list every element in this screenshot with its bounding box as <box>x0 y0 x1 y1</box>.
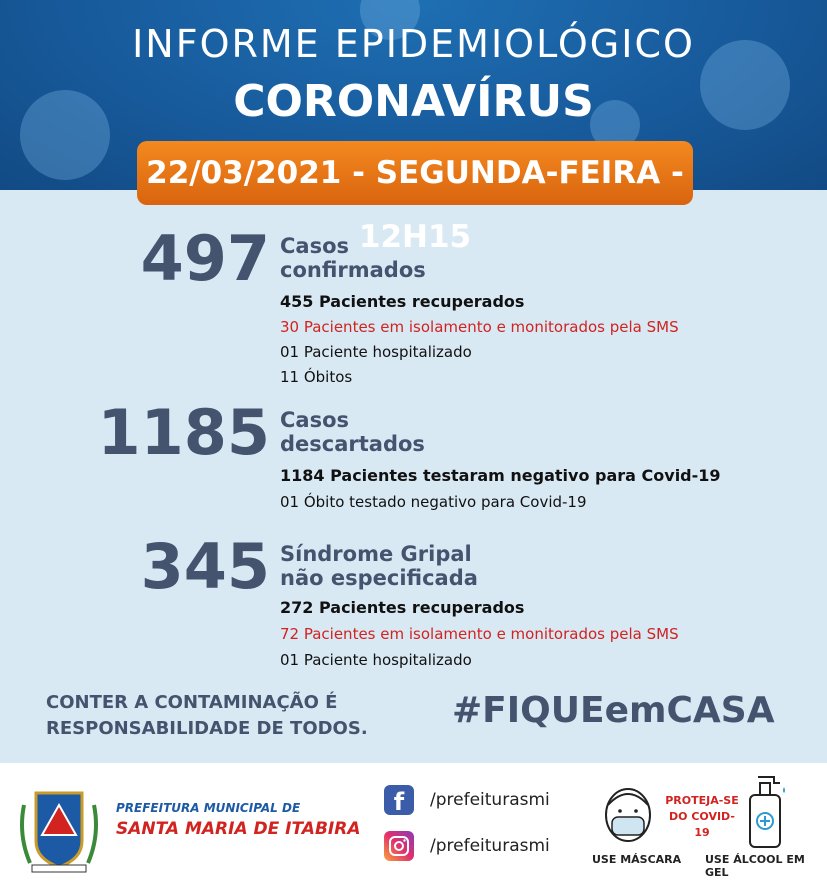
confirmed-caption-line2: confirmados <box>280 258 426 282</box>
date-banner: 22/03/2021 - SEGUNDA-FEIRA - 12H15 <box>137 141 693 205</box>
slogan-line2: RESPONSABILIDADE DE TODOS. <box>46 718 368 739</box>
confirmed-detail: 455 Pacientes recuperados <box>280 292 525 311</box>
instagram-icon[interactable] <box>384 831 414 861</box>
proteja-line1: PROTEJA-SE <box>665 794 739 807</box>
proteja-text <box>664 793 740 841</box>
prefeitura-line1: PREFEITURA MUNICIPAL DE <box>116 801 301 815</box>
facebook-icon[interactable]: f <box>384 785 414 815</box>
confirmed-detail: 30 Pacientes em isolamento e monitorados pela SMS <box>280 318 679 336</box>
confirmed-detail: 11 Óbitos <box>280 368 353 386</box>
discarded-caption-line1: Casos <box>280 408 350 432</box>
confirmed-caption-line1: Casos <box>280 234 350 258</box>
discarded-caption-line2: descartados <box>280 432 425 456</box>
hashtag: #FIQUEemCASA <box>452 690 775 731</box>
confirmed-caption <box>280 234 426 282</box>
instagram-glyph-icon <box>384 831 414 861</box>
mask-label: USE MÁSCARA <box>592 853 682 866</box>
flu-caption <box>280 542 478 590</box>
gel-bottle-icon <box>744 773 790 849</box>
flu-detail: 01 Paciente hospitalizado <box>280 651 472 669</box>
confirmed-detail: 01 Paciente hospitalizado <box>280 343 472 361</box>
footer <box>0 763 827 882</box>
facebook-handle[interactable]: /prefeiturasmi <box>430 790 550 810</box>
flu-detail: 72 Pacientes em isolamento e monitorados pela SMS <box>280 625 679 643</box>
discarded-caption <box>280 408 425 456</box>
flu-count: 345 <box>140 530 270 603</box>
crest-icon <box>16 785 102 875</box>
prefeitura-line2: SANTA MARIA DE ITABIRA <box>116 819 361 839</box>
gel-label: USE ÁLCOOL EM GEL <box>705 853 805 879</box>
discarded-detail: 1184 Pacientes testaram negativo para Covid-19 <box>280 466 721 485</box>
discarded-count: 1185 <box>97 396 270 469</box>
page-title: INFORME EPIDEMIOLÓGICO <box>132 22 695 66</box>
slogan <box>46 690 368 742</box>
flu-detail: 272 Pacientes recuperados <box>280 598 525 617</box>
flu-caption-line2: não especificada <box>280 566 478 590</box>
confirmed-count: 497 <box>140 222 270 295</box>
proteja-line2: DO COVID-19 <box>669 810 735 839</box>
mask-face-icon <box>598 781 658 847</box>
slogan-line1: CONTER A CONTAMINAÇÃO É <box>46 692 338 713</box>
page-subtitle: CORONAVÍRUS <box>233 76 594 127</box>
flu-caption-line1: Síndrome Gripal <box>280 542 472 566</box>
discarded-detail: 01 Óbito testado negativo para Covid-19 <box>280 493 587 511</box>
instagram-handle[interactable]: /prefeiturasmi <box>430 836 550 856</box>
